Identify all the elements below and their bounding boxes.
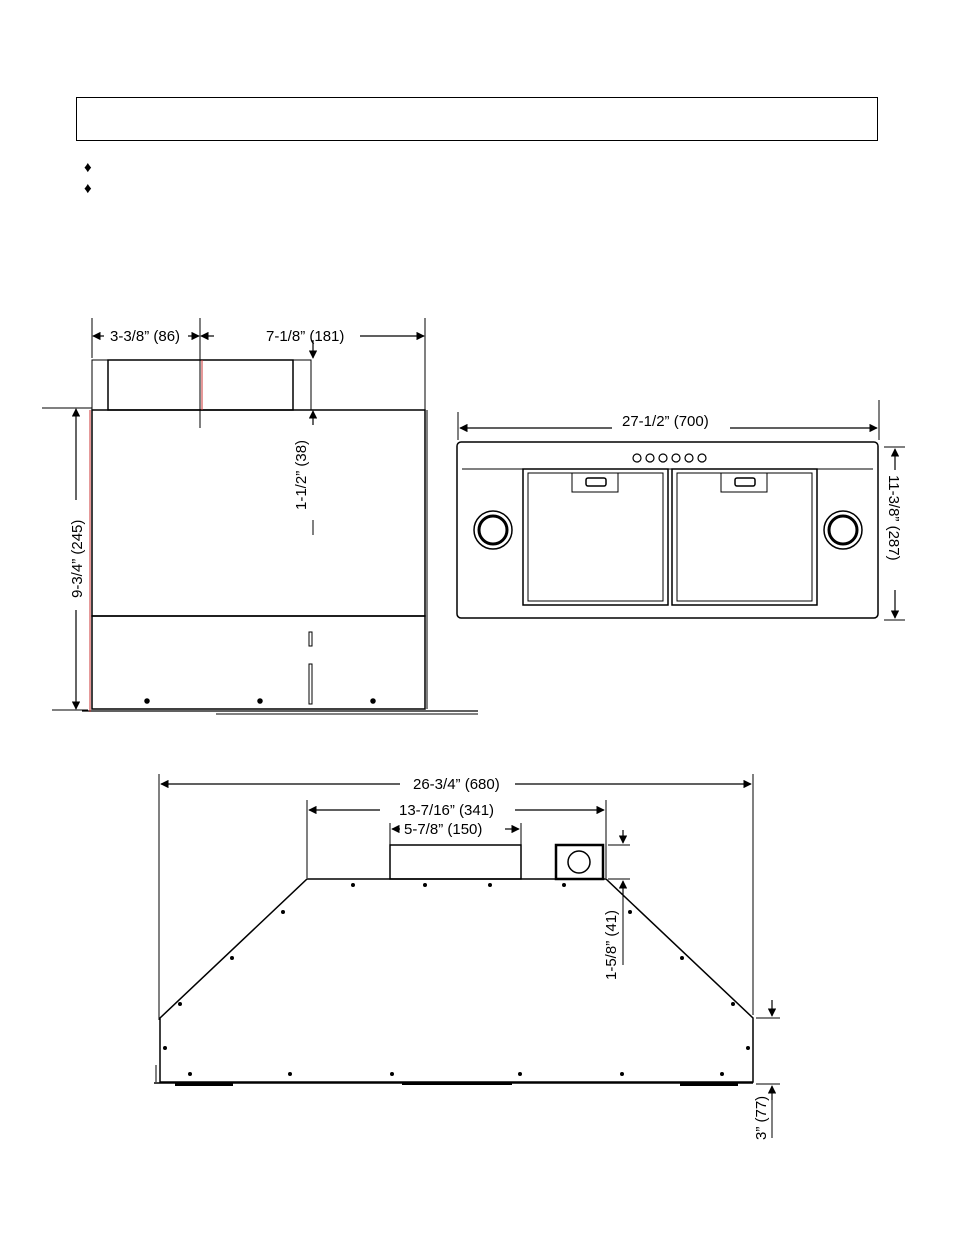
dim-label-box-height: 1-5/8” (41)	[603, 909, 620, 980]
dim-label-side-right: 7-1/8” (181)	[266, 328, 345, 345]
dim-label-duct-height: 1-1/2” (38)	[293, 439, 310, 510]
control-button[interactable]	[685, 454, 693, 462]
dim-label-bottom-width: 27-1/2” (700)	[622, 413, 709, 430]
control-button[interactable]	[659, 454, 667, 462]
control-button[interactable]	[672, 454, 680, 462]
control-buttons	[633, 454, 706, 462]
dim-label-front-top: 13-7/16” (341)	[399, 802, 495, 819]
bottom-view	[457, 400, 905, 620]
control-button[interactable]	[633, 454, 641, 462]
control-button[interactable]	[698, 454, 706, 462]
bullet-marker-2: ♦	[84, 180, 92, 197]
dim-label-side-left: 3-3/8” (86)	[110, 328, 181, 345]
side-view	[42, 318, 478, 714]
dim-label-front-duct: 5-7/8” (150)	[404, 821, 483, 838]
dim-label-front-overall: 26-3/4” (680)	[413, 776, 500, 793]
front-view-screws	[163, 883, 750, 1076]
dim-label-front-side: 3” (77)	[753, 1095, 770, 1140]
dim-label-side-height: 9-3/4” (245)	[69, 519, 86, 598]
bullet-marker-1: ♦	[84, 159, 92, 176]
dim-label-bottom-depth: 11-3/8” (287)	[885, 475, 902, 561]
control-button[interactable]	[646, 454, 654, 462]
